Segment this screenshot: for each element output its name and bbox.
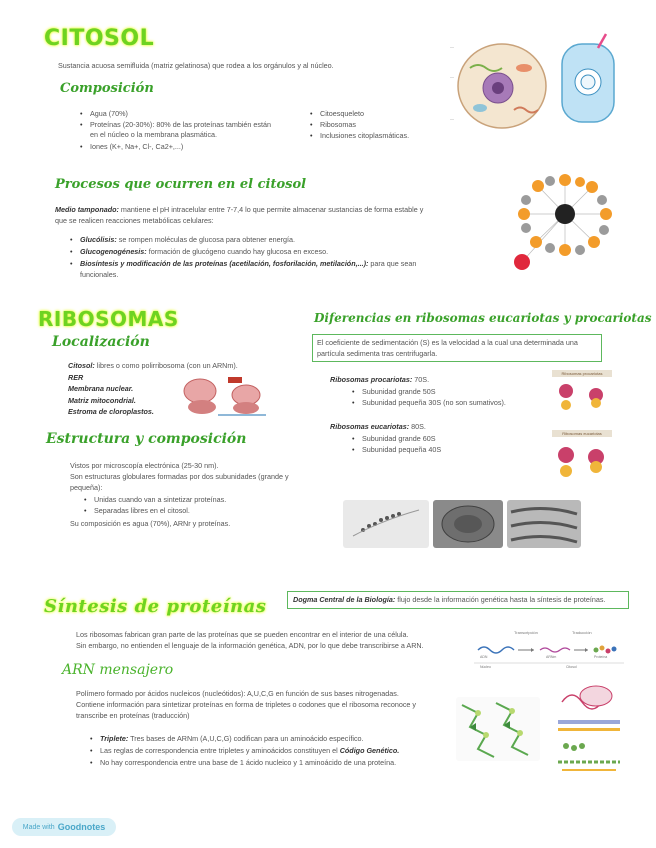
metabolic-network-illustration [510, 172, 620, 274]
sintesis-intro [76, 629, 466, 651]
eucariota-ribosome-diagram [552, 430, 612, 486]
estructura-bullets [84, 494, 284, 516]
composicion-list-1 [80, 108, 280, 152]
list-item-bold: Citosol: [68, 361, 95, 370]
list-item: • Subunidad grande 50S [352, 386, 542, 397]
procariotas-heading [330, 374, 429, 386]
list-item: • Subunidad pequeña 30S (no son sumativos). [352, 397, 542, 408]
arn-line: Polímero formado por ácidos nucleicos (nucleótidos): A,U,C,G en función de sus bases nitrogenadas. [76, 689, 399, 698]
arn-bullets [90, 733, 450, 768]
list-item: • Ribosomas [310, 119, 450, 130]
mrna-structure-illustration [456, 697, 540, 761]
list-item: • Inclusiones citoplasmáticas. [310, 130, 450, 141]
estructura-text [70, 460, 300, 493]
sintesis-intro-line: Sin embargo, no entienden el lenguaje de la información genética, ADN, por lo que debe transcribirse a ARN. [76, 641, 424, 650]
list-item-text: libres o como polirribosoma (con un ARNm). [94, 361, 238, 370]
list-item [70, 258, 450, 280]
list-item [90, 745, 450, 756]
sedimentacion-box: El coeficiente de sedimentación (S) es la velocidad a la cual una determinada una partícula sedimenta tras centrifugarla. [312, 334, 602, 362]
list-item-bold: Triplete: [100, 734, 129, 743]
list-item: RER [68, 372, 84, 382]
list-item: • Unidas cuando van a sintetizar proteínas. [84, 494, 284, 505]
list-item: Matriz mitocondrial. [68, 395, 136, 405]
arn-text [76, 688, 446, 721]
diferencias-heading: Diferencias en ribosomas eucariotas y procariotas [314, 311, 652, 325]
list-item-bold: Glucólisis: [80, 235, 117, 244]
eucariotas-heading [330, 421, 426, 433]
flow-label: Traducción [572, 630, 592, 635]
list-item-bold: Glucogenogénesis: [80, 247, 147, 256]
translation-illustration [552, 676, 626, 776]
list-item: Membrana nuclear. [68, 384, 134, 393]
dogma-text: flujo desde la información genética hasta la síntesis de proteínas. [395, 595, 606, 604]
list-item: • Agua (70%) [80, 108, 280, 119]
procariotas-label: Ribosomas procariotas: [330, 375, 413, 384]
goodnotes-brand: Goodnotes [57, 822, 106, 832]
dogma-box [287, 591, 629, 609]
procesos-intro-bold: Medio tamponado: [55, 205, 119, 214]
svg-text:—: — [450, 74, 454, 79]
list-item: • Iones (K+, Na+, Cl-, Ca2+,...) [80, 141, 280, 152]
list-item: • Separadas libres en el citosol. [84, 505, 284, 516]
procesos-intro-text: mantiene el pH intracelular entre 7-7,4 lo que permite almacenar sustancias de forma estable y que se realicen reacciones metabólicas celulares: [55, 205, 424, 225]
goodnotes-badge[interactable] [12, 818, 116, 836]
arn-heading: ARN mensajero [62, 662, 174, 678]
micrograph-2 [433, 500, 503, 548]
list-item-bold: Código Genético. [339, 746, 400, 755]
flow-label: Núcleo [480, 665, 491, 669]
list-item: • Proteínas (20-30%): 80% de las proteínas también están en el núcleo o la membrana plasmática. [80, 120, 280, 140]
list-item: • Subunidad pequeña 40S [352, 444, 542, 455]
ribosome-illustration [178, 375, 268, 420]
svg-text:—: — [450, 44, 454, 49]
flow-label: ARNm [546, 655, 557, 659]
list-item: Estroma de cloroplastos. [68, 407, 154, 416]
list-item-text: No hay correspondencia entre una base de 1 ácido nucleico y 1 aminoácido de una proteína. [100, 758, 397, 767]
procesos-intro [55, 204, 425, 226]
sintesis-title: Síntesis de proteínas [44, 596, 267, 617]
list-item: • Subunidad grande 60S [352, 433, 542, 444]
list-item-text: Tres bases de ARNm (A,U,C,G) codifican para un aminoácido específico. [128, 734, 364, 743]
list-item-text: se rompen moléculas de glucosa para obtener energía. [116, 235, 295, 244]
estructura-heading: Estructura y composición [46, 431, 247, 447]
localizacion-heading: Localización [52, 334, 150, 350]
list-item-text: Las reglas de correspondencia entre tripletes y aminoácidos constituyen el [100, 746, 340, 755]
flow-label: Proteína [594, 655, 608, 659]
estructura-composicion: Su composición es agua (70%), ARNr y proteínas. [70, 519, 231, 528]
eucariotas-value: 80S. [409, 422, 426, 431]
sintesis-intro-line: Los ribosomas fabrican gran parte de las proteínas que se pueden encontrar en el interior de una célula. [76, 630, 409, 639]
eucariotas-label: Ribosomas eucariotas: [330, 422, 410, 431]
eucariotas-list [352, 433, 542, 455]
citosol-title: CITOSOL [44, 26, 155, 51]
micrograph-1 [343, 500, 429, 548]
svg-text:—: — [450, 116, 454, 121]
flow-label: ADN [480, 655, 488, 659]
dogma-bold: Dogma Central de la Biología: [293, 595, 396, 604]
list-item: • Citoesqueleto [310, 108, 450, 119]
list-item [68, 360, 288, 372]
procariota-diagram-label: Ribosomas procariotas [552, 370, 612, 377]
ribosomas-title: RIBOSOMAS [38, 307, 179, 331]
procariota-ribosome-diagram [552, 370, 612, 422]
flow-label: Transcripción [514, 630, 538, 635]
composicion-list-2 [310, 108, 450, 141]
estructura-line: Vistos por microscopía electrónica (25-30 nm). [70, 461, 219, 470]
procariotas-value: 70S. [412, 375, 430, 384]
procesos-list [70, 234, 450, 280]
goodnotes-made-with: Made with [22, 823, 55, 831]
list-item [90, 733, 450, 744]
procariotas-list [352, 386, 542, 408]
list-item [70, 234, 450, 245]
citosol-definition: Sustancia acuosa semifluida (matriz gelatinosa) que rodea a los orgánulos y al núcleo. [58, 61, 334, 70]
list-item [90, 757, 450, 768]
list-item [70, 246, 450, 257]
arn-line: Contiene información para sintetizar proteínas en forma de tripletes o codones que el ribosoma reconoce y transcribe en proteínas (traducción) [76, 700, 416, 720]
list-item-text: formación de glucógeno cuando hay glucosa en exceso. [146, 247, 329, 256]
micrograph-3 [507, 500, 581, 548]
procesos-heading: Procesos que ocurren en el citosol [55, 177, 307, 192]
eucariota-diagram-label: Ribosomas eucariotas [552, 430, 612, 437]
dogma-flow-diagram [474, 628, 624, 672]
composicion-heading: Composición [60, 81, 154, 96]
list-item-bold: Biosíntesis y modificación de las proteínas (acetilación, fosforilación, metilación,...): [80, 259, 369, 268]
estructura-line: Son estructuras globulares formadas por dos subunidades (grande y pequeña): [70, 472, 289, 492]
list-item-text: para que sean funcionales. [80, 259, 417, 279]
flow-label: Citosol [566, 665, 577, 669]
cell-illustration [450, 28, 620, 138]
